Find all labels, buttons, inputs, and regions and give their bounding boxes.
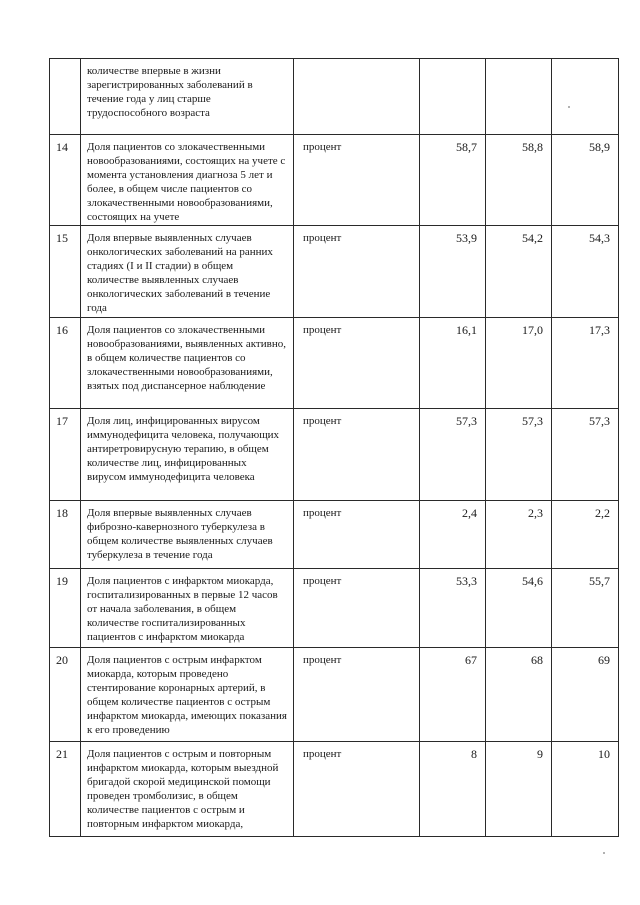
value-cell-2: 57,3 (486, 409, 552, 501)
table-row (50, 742, 619, 837)
unit-cell (294, 59, 420, 135)
indicator-name: Доля пациентов со злокачественными новообразованиями, состоящих на учете с момента установления диагноза 5 лет и более, в общем числе пациентов со злокачественными новообразованиями, состоящих на учете (81, 135, 294, 226)
value-cell-1: 16,1 (420, 318, 486, 409)
value-cell-1: 57,3 (420, 409, 486, 501)
indicator-name: Доля пациентов с острым инфарктом миокарда, которым проведено стентирование коронарных артерий, в общем количестве пациентов с острым инфарктом миокарда, имеющих показания к его проведению (81, 648, 294, 742)
value-cell-1: 2,4 (420, 501, 486, 569)
value-cell-2: 9 (486, 742, 552, 837)
unit-cell: процент (294, 409, 420, 501)
value-cell-2 (486, 59, 552, 135)
value-cell-3: 54,3 (552, 226, 619, 318)
value-cell-3: 69 (552, 648, 619, 742)
row-number: 19 (50, 569, 81, 648)
value-cell-3: 17,3 (552, 318, 619, 409)
value-cell-3: 2,2 (552, 501, 619, 569)
indicator-name: Доля лиц, инфицированных вирусом иммунодефицита человека, получающих антиретровирусную терапию, в общем количестве лиц, инфицированных вирусом иммунодефицита человека (81, 409, 294, 501)
unit-cell: процент (294, 135, 420, 226)
row-number (50, 59, 81, 135)
table-row (50, 318, 619, 409)
value-cell-3: 57,3 (552, 409, 619, 501)
value-cell-2: 68 (486, 648, 552, 742)
value-cell-2: 2,3 (486, 501, 552, 569)
indicator-name: Доля впервые выявленных случаев онкологических заболеваний на ранних стадиях (I и II стадии) в общем количестве выявленных случаев онкологических заболеваний в течение года (81, 226, 294, 318)
indicator-name: количестве впервые в жизни зарегистрированных заболеваний в течение года у лиц старше трудоспособного возраста (81, 59, 294, 135)
indicators-table (49, 58, 619, 837)
table-row (50, 135, 619, 226)
value-cell-3: 55,7 (552, 569, 619, 648)
unit-cell: процент (294, 742, 420, 837)
value-cell-2: 17,0 (486, 318, 552, 409)
table-row (50, 59, 619, 135)
unit-cell: процент (294, 226, 420, 318)
indicator-name: Доля впервые выявленных случаев фиброзно-кавернозного туберкулеза в общем количестве выявленных случаев туберкулеза в течение года (81, 501, 294, 569)
row-number: 18 (50, 501, 81, 569)
row-number: 17 (50, 409, 81, 501)
value-cell-2: 54,2 (486, 226, 552, 318)
row-number: 14 (50, 135, 81, 226)
indicator-name: Доля пациентов с инфарктом миокарда, госпитализированных в первые 12 часов от начала заболевания, в общем количестве госпитализированных пациентов с инфарктом миокарда (81, 569, 294, 648)
table-row (50, 569, 619, 648)
table-row (50, 226, 619, 318)
unit-cell: процент (294, 501, 420, 569)
row-number: 16 (50, 318, 81, 409)
indicator-name: Доля пациентов с острым и повторным инфарктом миокарда, которым выездной бригадой скорой медицинской помощи проведен тромболизис, в общем количестве пациентов с острым и повторным инфарктом миокарда, (81, 742, 294, 837)
value-cell-1: 8 (420, 742, 486, 837)
table-row (50, 501, 619, 569)
row-number: 20 (50, 648, 81, 742)
value-cell-1: 58,7 (420, 135, 486, 226)
value-cell-3: 10 (552, 742, 619, 837)
unit-cell: процент (294, 569, 420, 648)
value-cell-1: 67 (420, 648, 486, 742)
unit-cell: процент (294, 648, 420, 742)
value-cell-3 (552, 59, 619, 135)
row-number: 15 (50, 226, 81, 318)
value-cell-1: 53,3 (420, 569, 486, 648)
unit-cell: процент (294, 318, 420, 409)
value-cell-2: 54,6 (486, 569, 552, 648)
value-cell-2: 58,8 (486, 135, 552, 226)
value-cell-1 (420, 59, 486, 135)
value-cell-3: 58,9 (552, 135, 619, 226)
table-row (50, 409, 619, 501)
row-number: 21 (50, 742, 81, 837)
table-row (50, 648, 619, 742)
scan-speck (603, 852, 605, 854)
value-cell-1: 53,9 (420, 226, 486, 318)
indicator-name: Доля пациентов со злокачественными новообразованиями, выявленных активно, в общем количестве пациентов со злокачественными новообразованиями, взятых под диспансерное наблюдение (81, 318, 294, 409)
scan-speck (568, 106, 570, 108)
